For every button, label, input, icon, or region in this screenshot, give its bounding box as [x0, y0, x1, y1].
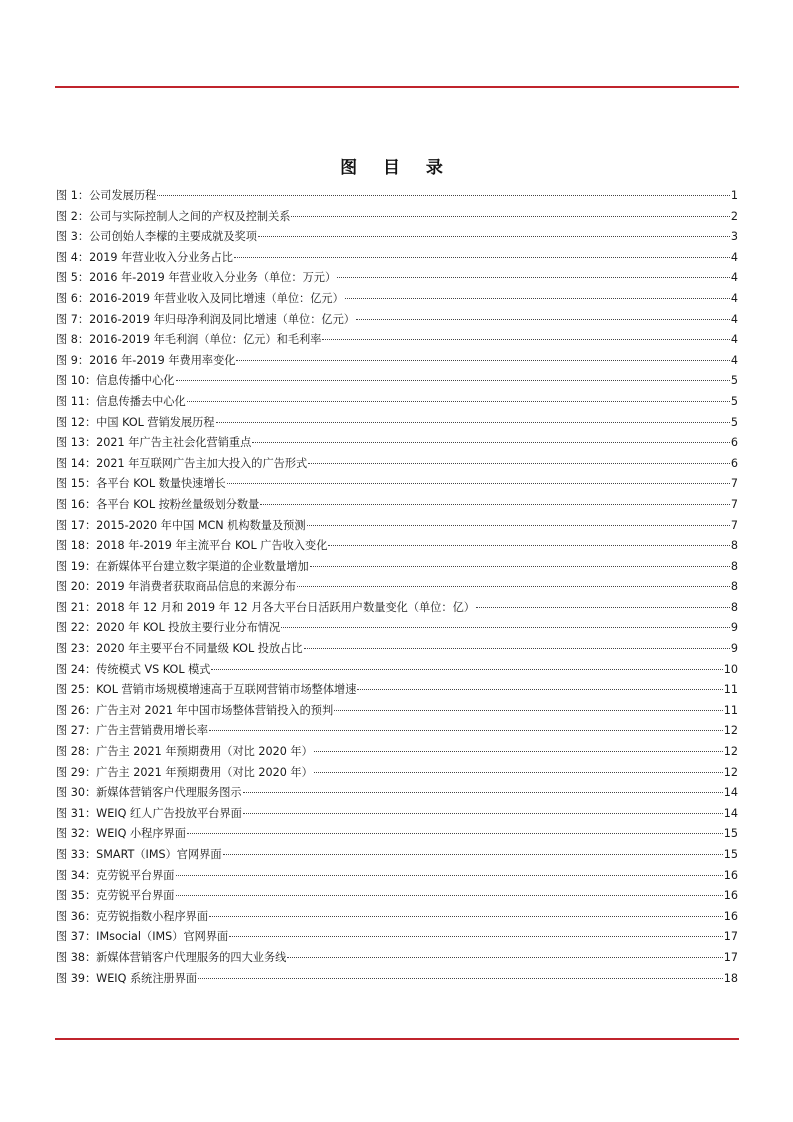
toc-entry-page: 14 [723, 806, 738, 820]
figure-list [56, 186, 738, 989]
toc-entry[interactable] [56, 474, 738, 495]
toc-entry-label: 图 32： [56, 827, 97, 841]
toc-entry-label: 图 10： [56, 374, 97, 388]
toc-entry-title: 公司创始人李檬的主要成就及奖项 [89, 230, 257, 244]
toc-entry-page: 5 [730, 415, 738, 429]
toc-leader-dots [187, 401, 730, 402]
toc-entry-label: 图 5： [56, 271, 90, 285]
toc-leader-dots [223, 854, 723, 855]
toc-leader-dots [314, 772, 723, 773]
toc-entry-title: IMsocial（IMS）官网界面 [96, 930, 229, 944]
toc-entry-page: 7 [730, 497, 738, 511]
toc-entry-label: 图 18： [56, 539, 97, 553]
toc-entry[interactable] [56, 516, 738, 537]
toc-leader-dots [297, 586, 730, 587]
toc-leader-dots [281, 627, 730, 628]
toc-entry-title: WEIQ 系统注册界面 [96, 971, 198, 985]
toc-entry-label: 图 4： [56, 250, 90, 264]
toc-entry-page: 12 [723, 765, 738, 779]
toc-leader-dots [176, 380, 730, 381]
toc-entry[interactable] [56, 536, 738, 557]
toc-entry-label: 图 11： [56, 394, 97, 408]
toc-leader-dots [310, 566, 730, 567]
toc-entry[interactable] [56, 763, 738, 784]
toc-entry-label: 图 33： [56, 848, 97, 861]
toc-entry-title: 信息传播去中心化 [96, 394, 186, 408]
footer-rule [55, 1038, 739, 1040]
toc-entry-page: 8 [730, 539, 738, 553]
toc-entry-title: 公司发展历程 [89, 189, 157, 202]
toc-leader-dots [304, 648, 730, 649]
toc-leader-dots [229, 936, 723, 937]
toc-entry-page: 4 [730, 271, 738, 285]
toc-entry-label: 图 7： [56, 312, 90, 326]
toc-leader-dots [314, 751, 723, 752]
toc-entry-label: 图 26： [56, 703, 97, 717]
toc-entry-title: 在新媒体平台建立数字渠道的企业数量增加 [96, 559, 309, 573]
toc-leader-dots [216, 422, 730, 423]
toc-entry[interactable] [56, 433, 738, 454]
toc-entry[interactable] [56, 598, 738, 619]
toc-entry-title: 2019 年消费者获取商品信息的来源分布 [96, 580, 297, 594]
toc-entry-page: 15 [723, 827, 738, 841]
toc-entry-title: 信息传播中心化 [96, 374, 175, 388]
toc-leader-dots [243, 813, 723, 814]
toc-entry-title: 2018 年 12 月和 2019 年 12 月各大平台日活跃用户数量变化（单位：亿） [96, 600, 475, 614]
toc-entry-title: 公司与实际控制人之间的产权及控制关系 [89, 209, 291, 223]
toc-entry-page: 8 [730, 600, 738, 614]
toc-entry[interactable] [56, 289, 738, 310]
toc-entry-title: 2015-2020 年中国 MCN 机构数量及预测 [96, 518, 306, 532]
toc-leader-dots [357, 689, 722, 690]
toc-entry-title: 2021 年广告主社会化营销重点 [96, 436, 252, 450]
toc-entry-page: 9 [730, 621, 738, 635]
toc-entry-title: 2018 年-2019 年主流平台 KOL 广告收入变化 [96, 539, 328, 553]
toc-entry-page: 12 [723, 745, 738, 759]
toc-leader-dots [308, 463, 730, 464]
toc-entry-label: 图 19： [56, 559, 97, 573]
toc-leader-dots [337, 277, 730, 278]
toc-entry-page: 16 [723, 909, 738, 923]
toc-leader-dots [209, 730, 723, 731]
toc-entry-page: 4 [730, 291, 738, 305]
toc-leader-dots [287, 957, 722, 958]
toc-entry-label: 图 31： [56, 806, 97, 820]
toc-entry-label: 图 20： [56, 580, 97, 594]
toc-entry-label: 图 16： [56, 497, 97, 511]
toc-entry-title: 2016-2019 年毛利润（单位：亿元）和毛利率 [89, 333, 322, 347]
toc-entry-page: 12 [723, 724, 738, 738]
toc-entry[interactable] [56, 310, 738, 331]
toc-entry[interactable] [56, 248, 738, 269]
toc-entry-page: 6 [730, 436, 738, 450]
toc-leader-dots [236, 360, 729, 361]
toc-entry[interactable] [56, 413, 738, 434]
toc-entry-title: 2016-2019 年归母净利润及同比增速（单位：亿元） [89, 312, 355, 326]
toc-entry-page: 11 [723, 703, 738, 717]
toc-entry-page: 17 [723, 930, 738, 944]
toc-entry-title: 新媒体营销客户代理服务图示 [96, 786, 242, 800]
toc-entry-page: 16 [723, 868, 738, 882]
toc-entry-label: 图 8： [56, 333, 90, 347]
toc-entry[interactable] [56, 618, 738, 639]
toc-entry-label: 图 28： [56, 745, 97, 759]
toc-entry-label: 图 22： [56, 621, 97, 635]
toc-leader-dots [227, 483, 730, 484]
toc-leader-dots [211, 669, 722, 670]
toc-entry-label: 图 6： [56, 291, 90, 305]
toc-entry-page: 10 [723, 662, 738, 676]
toc-entry[interactable] [56, 948, 738, 969]
toc-entry-title: 传统模式 VS KOL 模式 [96, 662, 211, 676]
toc-entry[interactable] [56, 660, 738, 681]
toc-leader-dots [307, 525, 730, 526]
toc-entry-label: 图 35： [56, 889, 97, 903]
toc-entry-page: 14 [723, 786, 738, 800]
toc-entry-page: 1 [730, 189, 738, 202]
toc-entry[interactable] [56, 186, 738, 207]
toc-entry-label: 图 36： [56, 909, 97, 923]
toc-entry[interactable] [56, 680, 738, 701]
toc-entry-label: 图 1： [56, 189, 90, 202]
toc-entry-title: 2016 年-2019 年费用率变化 [89, 353, 236, 367]
page-title: 图 目 录 [340, 158, 453, 179]
toc-entry-title: 2019 年营业收入分业务占比 [89, 250, 233, 264]
toc-entry-label: 图 14： [56, 456, 97, 470]
toc-entry-title: 克劳锐平台界面 [96, 889, 175, 903]
toc-leader-dots [198, 978, 723, 979]
toc-entry[interactable] [56, 227, 738, 248]
toc-entry-page: 7 [730, 477, 738, 491]
toc-leader-dots [157, 195, 730, 196]
toc-entry-label: 图 9： [56, 353, 90, 367]
toc-entry-page: 16 [723, 889, 738, 903]
toc-entry[interactable] [56, 454, 738, 475]
toc-entry-title: 2020 年 KOL 投放主要行业分布情况 [96, 621, 281, 635]
toc-entry-label: 图 17： [56, 518, 97, 532]
toc-entry-page: 4 [730, 312, 738, 326]
toc-entry-title: 广告主 2021 年预期费用（对比 2020 年） [96, 745, 313, 759]
toc-entry-label: 图 30： [56, 786, 97, 800]
toc-entry-title: SMART（IMS）官网界面 [96, 848, 222, 861]
header-rule [55, 86, 739, 88]
toc-entry[interactable] [56, 207, 738, 228]
toc-entry-title: 各平台 KOL 按粉丝量级划分数量 [96, 497, 260, 511]
toc-leader-dots [176, 875, 723, 876]
toc-entry-page: 4 [730, 333, 738, 347]
toc-leader-dots [334, 710, 723, 711]
toc-entry-title: 广告主对 2021 年中国市场整体营销投入的预判 [96, 703, 334, 717]
toc-entry-title: 2016 年-2019 年营业收入分业务（单位：万元） [89, 271, 337, 285]
toc-entry[interactable] [56, 557, 738, 578]
toc-entry-label: 图 2： [56, 209, 90, 223]
toc-entry[interactable] [56, 866, 738, 887]
toc-entry[interactable] [56, 371, 738, 392]
toc-entry[interactable] [56, 969, 738, 990]
toc-entry-page: 5 [730, 374, 738, 388]
toc-leader-dots [243, 792, 723, 793]
toc-entry-title: 广告主营销费用增长率 [96, 724, 209, 738]
toc-entry-label: 图 12： [56, 415, 97, 429]
toc-entry-label: 图 21： [56, 600, 97, 614]
toc-entry-label: 图 15： [56, 477, 97, 491]
toc-entry-label: 图 3： [56, 230, 90, 244]
toc-entry[interactable] [56, 330, 738, 351]
toc-entry-label: 图 38： [56, 950, 97, 964]
toc-entry[interactable] [56, 907, 738, 928]
toc-leader-dots [234, 257, 730, 258]
toc-leader-dots [252, 442, 730, 443]
toc-entry-page: 8 [730, 580, 738, 594]
toc-entry[interactable] [56, 783, 738, 804]
toc-entry-title: 克劳锐指数小程序界面 [96, 909, 209, 923]
toc-entry[interactable] [56, 701, 738, 722]
toc-entry-page: 18 [723, 971, 738, 985]
toc-leader-dots [476, 607, 730, 608]
toc-entry[interactable] [56, 927, 738, 948]
toc-entry[interactable] [56, 577, 738, 598]
toc-entry-label: 图 39： [56, 971, 97, 985]
toc-entry-title: 各平台 KOL 数量快速增长 [96, 477, 226, 491]
toc-entry-title: WEIQ 红人广告投放平台界面 [96, 806, 242, 820]
toc-leader-dots [258, 236, 730, 237]
toc-entry-label: 图 27： [56, 724, 97, 738]
toc-leader-dots [345, 298, 730, 299]
toc-entry[interactable] [56, 742, 738, 763]
toc-entry[interactable] [56, 824, 738, 845]
toc-entry[interactable] [56, 639, 738, 660]
toc-leader-dots [260, 504, 730, 505]
toc-entry[interactable] [56, 495, 738, 516]
toc-entry[interactable] [56, 392, 738, 413]
toc-entry-title: 2016-2019 年营业收入及同比增速（单位：亿元） [89, 291, 344, 305]
toc-entry-title: 中国 KOL 营销发展历程 [96, 415, 215, 429]
toc-leader-dots [176, 895, 723, 896]
toc-leader-dots [209, 916, 723, 917]
toc-entry-page: 9 [730, 642, 738, 656]
toc-entry-label: 图 29： [56, 765, 97, 779]
toc-entry-label: 图 23： [56, 642, 97, 656]
toc-entry[interactable] [56, 886, 738, 907]
toc-entry-label: 图 37： [56, 930, 97, 944]
toc-entry-page: 6 [730, 456, 738, 470]
toc-entry-title: 克劳锐平台界面 [96, 868, 175, 882]
toc-entry[interactable] [56, 268, 738, 289]
toc-entry-label: 图 24： [56, 662, 97, 676]
toc-leader-dots [291, 216, 729, 217]
toc-entry-page: 8 [730, 559, 738, 573]
toc-entry-page: 4 [730, 250, 738, 264]
toc-entry-label: 图 25： [56, 683, 97, 697]
toc-entry[interactable] [56, 721, 738, 742]
toc-entry-page: 7 [730, 518, 738, 532]
toc-entry[interactable] [56, 845, 738, 866]
toc-entry-title: KOL 营销市场规模增速高于互联网营销市场整体增速 [96, 683, 357, 697]
toc-entry-page: 5 [730, 394, 738, 408]
toc-entry-page: 17 [723, 950, 738, 964]
toc-entry-title: 新媒体营销客户代理服务的四大业务线 [96, 950, 287, 964]
toc-entry-title: 2021 年互联网广告主加大投入的广告形式 [96, 456, 308, 470]
toc-entry-page: 2 [730, 209, 738, 223]
toc-leader-dots [187, 833, 723, 834]
toc-entry-title: 广告主 2021 年预期费用（对比 2020 年） [96, 765, 313, 779]
toc-entry-page: 15 [723, 848, 738, 861]
toc-leader-dots [356, 319, 730, 320]
toc-entry-page: 11 [723, 683, 738, 697]
toc-entry-label: 图 34： [56, 868, 97, 882]
toc-entry-label: 图 13： [56, 436, 97, 450]
toc-entry-page: 3 [730, 230, 738, 244]
toc-leader-dots [328, 545, 729, 546]
toc-entry-page: 4 [730, 353, 738, 367]
toc-entry[interactable] [56, 804, 738, 825]
toc-entry-title: 2020 年主要平台不同量级 KOL 投放占比 [96, 642, 303, 656]
toc-leader-dots [322, 339, 729, 340]
toc-entry[interactable] [56, 351, 738, 372]
toc-entry-title: WEIQ 小程序界面 [96, 827, 186, 841]
